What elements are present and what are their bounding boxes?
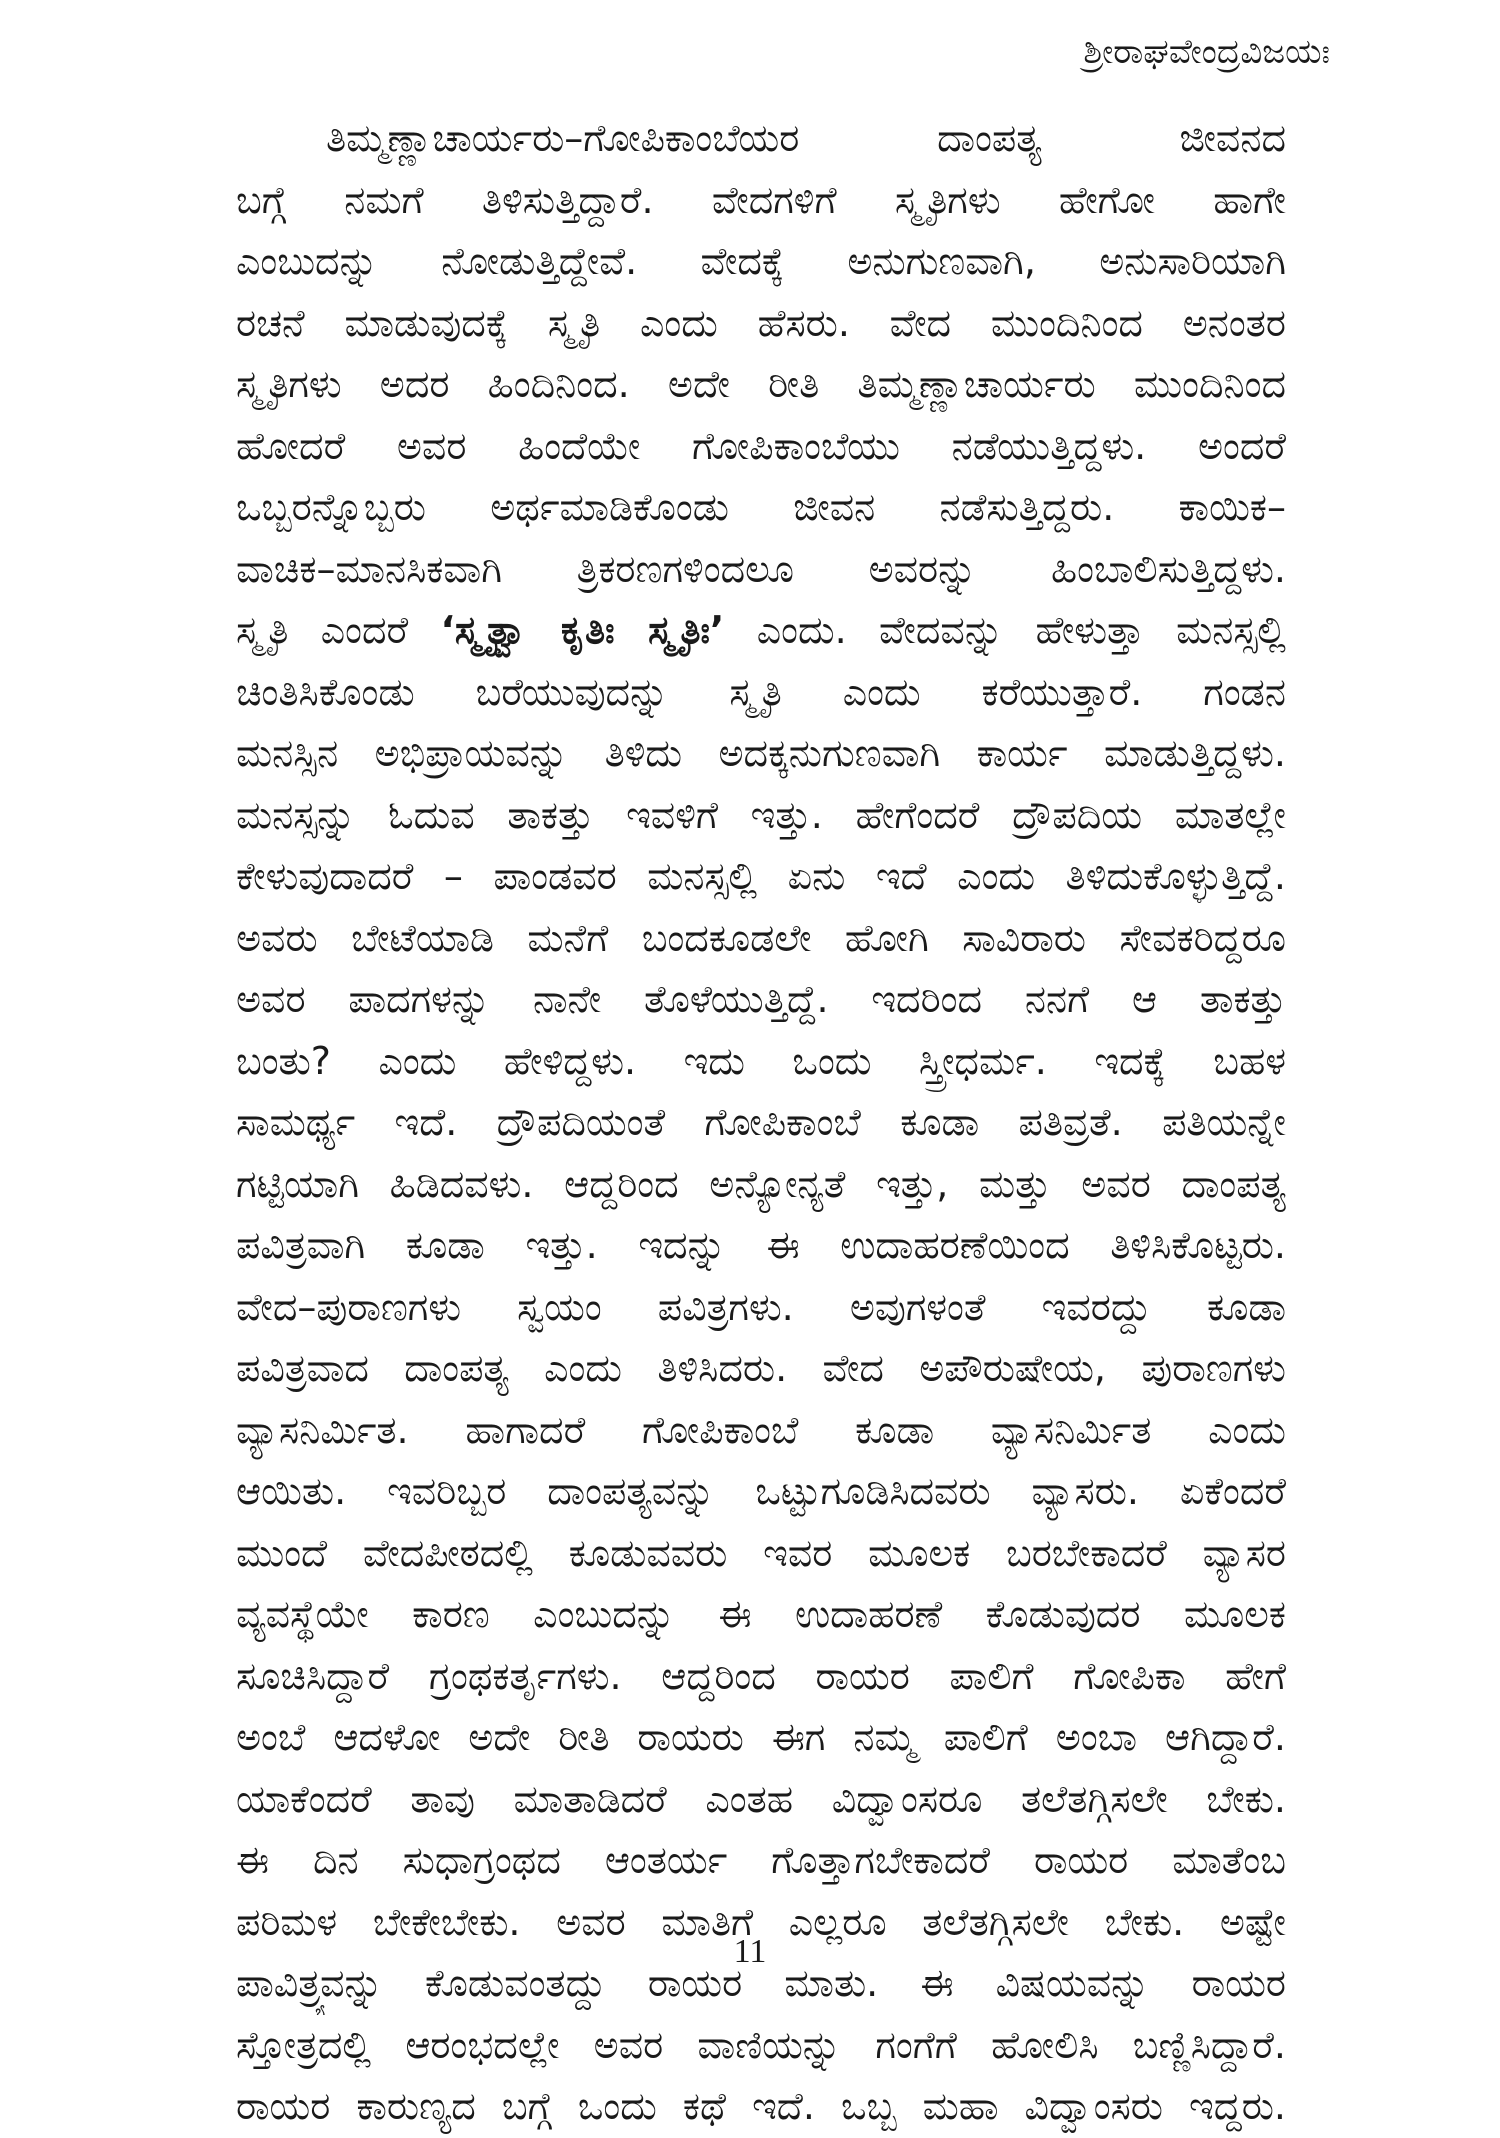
- text-line: ಅಂಬೆ ಆದಳೋ ಅದೇ ರೀತಿ ರಾಯರು ಈಗ ನಮ್ಮ ಪಾಲಿಗೆ ಅಂಬಾ ಆಗಿದ್ದಾರೆ.: [236, 1715, 1286, 1759]
- text-line: ಸಾಮರ್ಥ್ಯ ಇದೆ. ದ್ರೌಪದಿಯಂತೆ ಗೋಪಿಕಾಂಬೆ ಕೂಡಾ ಪತಿವ್ರತೆ. ಪತಿಯನ್ನೇ: [236, 1100, 1286, 1144]
- text-line: ಮನಸ್ಸಿನ ಅಭಿಪ್ರಾಯವನ್ನು ತಿಳಿದು ಅದಕ್ಕನುಗುಣವಾಗಿ ಕಾರ್ಯ ಮಾಡುತ್ತಿದ್ದಳು.: [236, 731, 1286, 775]
- text-line: ಸ್ತೋತ್ರದಲ್ಲಿ ಆರಂಭದಲ್ಲೇ ಅವರ ವಾಣಿಯನ್ನು ಗಂಗೆಗೆ ಹೋಲಿಸಿ ಬಣ್ಣಿಸಿದ್ದಾರೆ.: [236, 2022, 1286, 2067]
- page-number: 11: [733, 1933, 767, 1970]
- text-line: ಪರಿಮಳ ಬೇಕೇಬೇಕು. ಅವರ ಮಾತಿಗೆ ಎಲ್ಲರೂ ತಲೆತಗ್ಗಿಸಲೇ ಬೇಕು. ಅಷ್ಟೇ: [236, 1899, 1286, 1944]
- text-line: ಎಂಬುದನ್ನು ನೋಡುತ್ತಿದ್ದೇವೆ. ವೇದಕ್ಕೆ ಅನುಗುಣವಾಗಿ, ಅನುಸಾರಿಯಾಗಿ: [236, 239, 1286, 283]
- text-line: ಮುಂದೆ ವೇದಪೀಠದಲ್ಲಿ ಕೂಡುವವರು ಇವರ ಮೂಲಕ ಬರಬೇಕಾದರೆ ವ್ಯಾಸರ: [236, 1530, 1286, 1575]
- text-line: ತಿಮ್ಮಣ್ಣಾಚಾರ್ಯರು–ಗೋಪಿಕಾಂಬೆಯರ ದಾಂಪತ್ಯ ಜೀವನದ: [326, 116, 1286, 160]
- text-line-with-quote: [236, 600, 1286, 662]
- text-line: ರಚನೆ ಮಾಡುವುದಕ್ಕೆ ಸ್ಮೃತಿ ಎಂದು ಹೆಸರು. ವೇದ ಮುಂದಿನಿಂದ ಅನಂತರ: [236, 300, 1286, 345]
- text-line: ಬಗ್ಗೆ ನಮಗೆ ತಿಳಿಸುತ್ತಿದ್ದಾರೆ. ವೇದಗಳಿಗೆ ಸ್ಮೃತಿಗಳು ಹೇಗೋ ಹಾಗೇ: [236, 177, 1286, 222]
- text-segment: ಸ್ಮೃತಿ ಎಂದರೆ: [236, 608, 441, 652]
- text-line: ಅವರ ಪಾದಗಳನ್ನು ನಾನೇ ತೊಳೆಯುತ್ತಿದ್ದೆ. ಇದರಿಂದ ನನಗೆ ಆ ತಾಕತ್ತು: [236, 977, 1286, 1021]
- text-line: ಒಬ್ಬರನ್ನೊಬ್ಬರು ಅರ್ಥಮಾಡಿಕೊಂಡು ಜೀವನ ನಡೆಸುತ್ತಿದ್ದರು. ಕಾಯಿಕ–: [236, 485, 1286, 529]
- text-line: ಪವಿತ್ರವಾದ ದಾಂಪತ್ಯ ಎಂದು ತಿಳಿಸಿದರು. ವೇದ ಅಪೌರುಷೇಯ, ಪುರಾಣಗಳು: [236, 1346, 1286, 1390]
- text-line: ಕೇಳುವುದಾದರೆ – ಪಾಂಡವರ ಮನಸ್ಸಲ್ಲಿ ಏನು ಇದೆ ಎಂದು ತಿಳಿದುಕೊಳ್ಳುತ್ತಿದ್ದೆ.: [236, 854, 1286, 898]
- text-line: ಮನಸ್ಸನ್ನು ಓದುವ ತಾಕತ್ತು ಇವಳಿಗೆ ಇತ್ತು. ಹೇಗೆಂದರೆ ದ್ರೌಪದಿಯ ಮಾತಲ್ಲೇ: [236, 792, 1286, 837]
- body-paragraph: [236, 108, 1286, 2138]
- text-line: ವಾಚಿಕ–ಮಾನಸಿಕವಾಗಿ ತ್ರಿಕರಣಗಳಿಂದಲೂ ಅವರನ್ನು ಹಿಂಬಾಲಿಸುತ್ತಿದ್ದಳು.: [236, 546, 1286, 591]
- text-line: ಸೂಚಿಸಿದ್ದಾರೆ ಗ್ರಂಥಕರ್ತೃಗಳು. ಆದ್ದರಿಂದ ರಾಯರ ಪಾಲಿಗೆ ಗೋಪಿಕಾ ಹೇಗೆ: [236, 1653, 1286, 1698]
- text-line: ಪಾವಿತ್ರ್ಯವನ್ನು ಕೊಡುವಂತದ್ದು ರಾಯರ ಮಾತು. ಈ ವಿಷಯವನ್ನು ರಾಯರ: [236, 1961, 1286, 2005]
- text-line: ಯಾಕೆಂದರೆ ತಾವು ಮಾತಾಡಿದರೆ ಎಂತಹ ವಿದ್ವಾಂಸರೂ ತಲೆತಗ್ಗಿಸಲೇ ಬೇಕು.: [236, 1776, 1286, 1821]
- text-line: ಆಯಿತು. ಇವರಿಬ್ಬರ ದಾಂಪತ್ಯವನ್ನು ಒಟ್ಟುಗೂಡಿಸಿದವರು ವ್ಯಾಸರು. ಏಕೆಂದರೆ: [236, 1469, 1286, 1513]
- text-line: ಅವರು ಬೇಟೆಯಾಡಿ ಮನೆಗೆ ಬಂದಕೂಡಲೇ ಹೋಗಿ ಸಾವಿರಾರು ಸೇವಕರಿದ್ದರೂ: [236, 915, 1286, 960]
- text-line: ವೇದ–ಪುರಾಣಗಳು ಸ್ವಯಂ ಪವಿತ್ರಗಳು. ಅವುಗಳಂತೆ ಇವರದ್ದು ಕೂಡಾ: [236, 1284, 1286, 1329]
- text-line: ರಾಯರ ಕಾರುಣ್ಯದ ಬಗ್ಗೆ ಒಂದು ಕಥೆ ಇದೆ. ಒಬ್ಬ ಮಹಾ ವಿದ್ವಾಂಸರು ಇದ್ದರು.: [236, 2084, 1286, 2128]
- running-title: ಶ್ರೀರಾಘವೇಂದ್ರವಿಜಯಃ: [1083, 32, 1330, 72]
- text-line: ಬಂತು? ಎಂದು ಹೇಳಿದ್ದಳು. ಇದು ಒಂದು ಸ್ತ್ರೀಧರ್ಮ. ಇದಕ್ಕೆ ಬಹಳ: [236, 1038, 1286, 1083]
- text-line: ಪವಿತ್ರವಾಗಿ ಕೂಡಾ ಇತ್ತು. ಇದನ್ನು ಈ ಉದಾಹರಣೆಯಿಂದ ತಿಳಿಸಿಕೊಟ್ಟರು.: [236, 1223, 1286, 1267]
- text-line: ವ್ಯಾಸನಿರ್ಮಿತ. ಹಾಗಾದರೆ ಗೋಪಿಕಾಂಬೆ ಕೂಡಾ ವ್ಯಾಸನಿರ್ಮಿತ ಎಂದು: [236, 1407, 1286, 1452]
- text-segment: ಎಂದು. ವೇದವನ್ನು ಹೇಳುತ್ತಾ ಮನಸ್ಸಲ್ಲಿ: [724, 608, 1286, 652]
- smriti-definition-quote: ‘ಸ್ಮೃತ್ವಾ ಕೃತಿಃ ಸ್ಮೃತಿಃ’: [440, 608, 725, 652]
- text-line: ಈ ದಿನ ಸುಧಾಗ್ರಂಥದ ಆಂತರ್ಯ ಗೊತ್ತಾಗಬೇಕಾದರೆ ರಾಯರ ಮಾತೆಂಬ: [236, 1838, 1286, 1882]
- text-line: ಸ್ಮೃತಿಗಳು ಅದರ ಹಿಂದಿನಿಂದ. ಅದೇ ರೀತಿ ತಿಮ್ಮಣ್ಣಾಚಾರ್ಯರು ಮುಂದಿನಿಂದ: [236, 362, 1286, 406]
- text-line: ಚಿಂತಿಸಿಕೊಂಡು ಬರೆಯುವುದನ್ನು ಸ್ಮೃತಿ ಎಂದು ಕರೆಯುತ್ತಾರೆ. ಗಂಡನ: [236, 669, 1286, 714]
- text-line: ವ್ಯವಸ್ಥೆಯೇ ಕಾರಣ ಎಂಬುದನ್ನು ಈ ಉದಾಹರಣೆ ಕೊಡುವುದರ ಮೂಲಕ: [236, 1592, 1286, 1636]
- text-line: ಹೋದರೆ ಅವರ ಹಿಂದೆಯೇ ಗೋಪಿಕಾಂಬೆಯು ನಡೆಯುತ್ತಿದ್ದಳು. ಅಂದರೆ: [236, 423, 1286, 468]
- text-line: ಗಟ್ಟಿಯಾಗಿ ಹಿಡಿದವಳು. ಆದ್ದರಿಂದ ಅನ್ಯೋನ್ಯತೆ ಇತ್ತು, ಮತ್ತು ಅವರ ದಾಂಪತ್ಯ: [236, 1161, 1286, 1206]
